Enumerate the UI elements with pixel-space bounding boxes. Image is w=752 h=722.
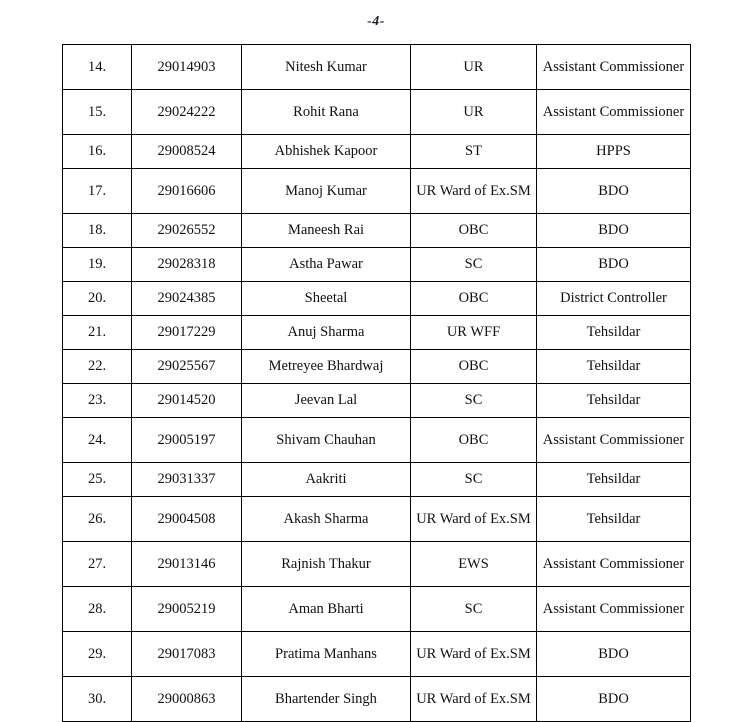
row-category: SC	[411, 463, 537, 497]
row-serial-number: 26.	[63, 497, 132, 542]
row-candidate-name: Pratima Manhans	[242, 632, 411, 677]
row-serial-number: 14.	[63, 45, 132, 90]
row-candidate-name: Jeevan Lal	[242, 384, 411, 418]
row-roll-number: 29008524	[132, 135, 242, 169]
row-candidate-name: Metreyee Bhardwaj	[242, 350, 411, 384]
table-row	[63, 384, 691, 418]
row-roll-number: 29026552	[132, 214, 242, 248]
table-row	[63, 135, 691, 169]
row-category: SC	[411, 248, 537, 282]
row-candidate-name: Sheetal	[242, 282, 411, 316]
table-row	[63, 350, 691, 384]
row-post: Tehsildar	[537, 463, 691, 497]
row-category: SC	[411, 587, 537, 632]
row-serial-number: 19.	[63, 248, 132, 282]
table-row	[63, 497, 691, 542]
row-category: UR	[411, 45, 537, 90]
row-candidate-name: Bhartender Singh	[242, 677, 411, 722]
row-post: BDO	[537, 214, 691, 248]
row-candidate-name: Astha Pawar	[242, 248, 411, 282]
row-candidate-name: Manoj Kumar	[242, 169, 411, 214]
row-roll-number: 29004508	[132, 497, 242, 542]
row-category: OBC	[411, 350, 537, 384]
row-candidate-name: Maneesh Rai	[242, 214, 411, 248]
row-roll-number: 29024222	[132, 90, 242, 135]
row-roll-number: 29017083	[132, 632, 242, 677]
table-row	[63, 542, 691, 587]
table-row	[63, 316, 691, 350]
table-row	[63, 282, 691, 316]
row-roll-number: 29016606	[132, 169, 242, 214]
row-candidate-name: Akash Sharma	[242, 497, 411, 542]
table-row	[63, 587, 691, 632]
row-category: UR Ward of Ex.SM	[411, 677, 537, 722]
row-candidate-name: Rohit Rana	[242, 90, 411, 135]
table-row	[63, 45, 691, 90]
table-row	[63, 90, 691, 135]
roster-table-body	[63, 45, 691, 722]
row-candidate-name: Nitesh Kumar	[242, 45, 411, 90]
row-serial-number: 17.	[63, 169, 132, 214]
table-row	[63, 677, 691, 722]
row-post: Assistant Commissioner	[537, 587, 691, 632]
row-roll-number: 29031337	[132, 463, 242, 497]
table-row	[63, 632, 691, 677]
roster-table-container	[62, 44, 690, 722]
row-post: Assistant Commissioner	[537, 45, 691, 90]
row-roll-number: 29014520	[132, 384, 242, 418]
row-post: HPPS	[537, 135, 691, 169]
row-post: District Controller	[537, 282, 691, 316]
row-category: UR Ward of Ex.SM	[411, 497, 537, 542]
row-category: UR	[411, 90, 537, 135]
row-roll-number: 29024385	[132, 282, 242, 316]
row-category: UR Ward of Ex.SM	[411, 169, 537, 214]
row-post: BDO	[537, 677, 691, 722]
row-roll-number: 29013146	[132, 542, 242, 587]
row-category: OBC	[411, 282, 537, 316]
row-candidate-name: Shivam Chauhan	[242, 418, 411, 463]
row-serial-number: 27.	[63, 542, 132, 587]
row-candidate-name: Anuj Sharma	[242, 316, 411, 350]
row-category: SC	[411, 384, 537, 418]
row-roll-number: 29005219	[132, 587, 242, 632]
row-post: Tehsildar	[537, 497, 691, 542]
row-serial-number: 24.	[63, 418, 132, 463]
row-serial-number: 25.	[63, 463, 132, 497]
roster-table	[62, 44, 691, 722]
table-row	[63, 248, 691, 282]
row-serial-number: 16.	[63, 135, 132, 169]
row-roll-number: 29005197	[132, 418, 242, 463]
table-row	[63, 169, 691, 214]
row-serial-number: 20.	[63, 282, 132, 316]
row-candidate-name: Aman Bharti	[242, 587, 411, 632]
row-post: Tehsildar	[537, 316, 691, 350]
row-post: Tehsildar	[537, 350, 691, 384]
row-category: UR Ward of Ex.SM	[411, 632, 537, 677]
row-serial-number: 15.	[63, 90, 132, 135]
row-serial-number: 29.	[63, 632, 132, 677]
row-category: EWS	[411, 542, 537, 587]
row-category: UR WFF	[411, 316, 537, 350]
row-roll-number: 29014903	[132, 45, 242, 90]
row-serial-number: 23.	[63, 384, 132, 418]
table-row	[63, 463, 691, 497]
row-serial-number: 21.	[63, 316, 132, 350]
row-post: Assistant Commissioner	[537, 90, 691, 135]
row-candidate-name: Abhishek Kapoor	[242, 135, 411, 169]
row-roll-number: 29025567	[132, 350, 242, 384]
row-roll-number: 29017229	[132, 316, 242, 350]
row-serial-number: 30.	[63, 677, 132, 722]
row-post: BDO	[537, 169, 691, 214]
row-category: OBC	[411, 214, 537, 248]
row-serial-number: 28.	[63, 587, 132, 632]
row-roll-number: 29000863	[132, 677, 242, 722]
row-category: OBC	[411, 418, 537, 463]
row-serial-number: 18.	[63, 214, 132, 248]
page-number: -4-	[367, 14, 385, 29]
row-post: Tehsildar	[537, 384, 691, 418]
table-row	[63, 418, 691, 463]
row-category: ST	[411, 135, 537, 169]
row-candidate-name: Aakriti	[242, 463, 411, 497]
table-row	[63, 214, 691, 248]
row-post: Assistant Commissioner	[537, 418, 691, 463]
row-post: Assistant Commissioner	[537, 542, 691, 587]
row-post: BDO	[537, 248, 691, 282]
row-post: BDO	[537, 632, 691, 677]
row-candidate-name: Rajnish Thakur	[242, 542, 411, 587]
row-roll-number: 29028318	[132, 248, 242, 282]
row-serial-number: 22.	[63, 350, 132, 384]
